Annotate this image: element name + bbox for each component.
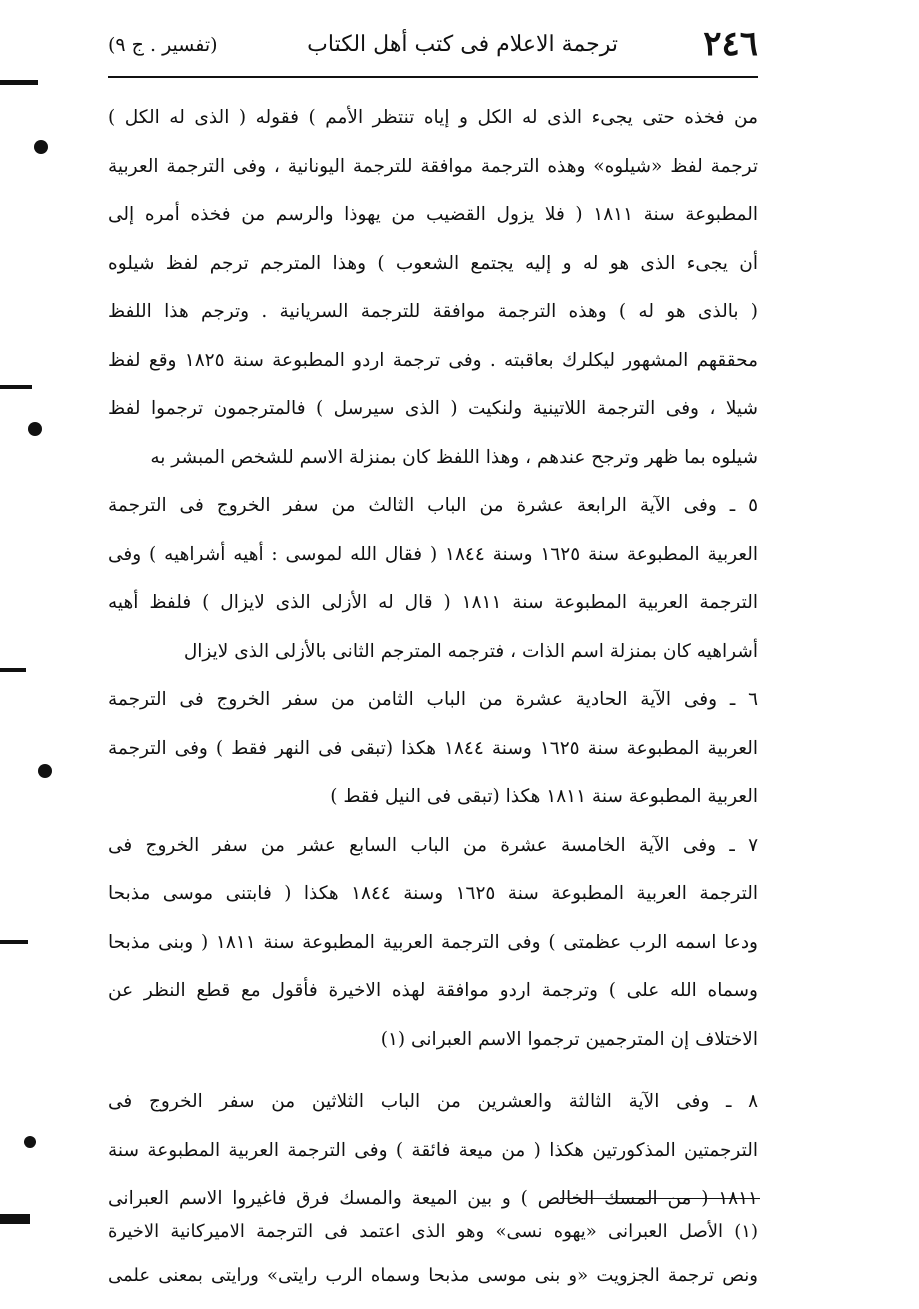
text-line: وسماه الله على ) وترجمة اردو موافقة لهذه الاخيرة فأقول مع قطع النظر عن: [108, 980, 758, 1001]
scan-mark: [0, 1214, 30, 1224]
running-title: ترجمة الاعلام فى كتب أهل الكتاب: [307, 32, 618, 57]
text-line: العربية المطبوعة سنة ١٨١١ هكذا (تبقى فى النيل فقط ): [330, 786, 758, 807]
scan-blot: [28, 422, 42, 436]
scan-mark: [0, 80, 38, 85]
text-line: العربية المطبوعة سنة ١٦٢٥ وسنة ١٨٤٤ ( فقال الله لموسى : أهيه أشراهيه ) وفى: [108, 543, 758, 565]
text-line: ٨ ـ وفى الآية الثالثة والعشرين من الباب الثلاثين من سفر الخروج فى: [108, 1091, 758, 1112]
scan-mark: [0, 668, 26, 672]
text-line: الترجمتين المذكورتين هكذا ( من ميعة فائقة ) وفى الترجمة العربية المطبوعة سنة: [108, 1139, 758, 1161]
footnote-rule: [560, 1198, 760, 1199]
text-line: العربية المطبوعة سنة ١٦٢٥ وسنة ١٨٤٤ هكذا (تبقى فى النهر فقط ) وفى الترجمة: [108, 737, 758, 759]
body-text: [108, 94, 758, 1224]
text-line: ترجمة لفظ «شيلوه» وهذه الترجمة موافقة للترجمة اليونانية ، وفى الترجمة العربية: [108, 155, 758, 177]
text-line: شيلوه بما ظهر وترجح عندهم ، وهذا اللفظ كان بمنزلة الاسم للشخص المبشر به: [150, 446, 758, 468]
text-line: من فخذه حتى يجىء الذى له الكل و إياه تنتظر الأمم ) فقوله ( الذى له الكل ): [108, 107, 758, 128]
text-line: الترجمة العربية المطبوعة سنة ١٦٢٥ وسنة ١٨٤٤ هكذا ( فابتنى موسى مذبحا: [108, 883, 758, 904]
scan-blot: [24, 1136, 36, 1148]
text-line: محققهم المشهور ليكلرك بعاقبته . وفى ترجمة اردو المطبوعة سنة ١٨٢٥ وقع لفظ: [108, 349, 758, 371]
text-line: ( بالذى هو له ) وهذه الترجمة موافقة للترجمة السريانية . وترجم هذا اللفظ: [108, 301, 758, 322]
section-label: (تفسير . ج ٩): [108, 34, 218, 56]
page-header: [108, 22, 758, 70]
text-line: ٧ ـ وفى الآية الخامسة عشرة من الباب السابع عشر من سفر الخروج فى: [108, 834, 758, 856]
header-rule: [108, 76, 758, 78]
scan-blot: [38, 764, 52, 778]
text-line: أشراهيه كان بمنزلة اسم الذات ، فترجمه المترجم الثانى بالأزلى الذى لايزال: [183, 640, 758, 662]
text-line: شيلا ، وفى الترجمة اللاتينية ولنكيت ( الذى سيرسل ) فالمترجمون ترجموا لفظ: [108, 398, 758, 419]
text-line: الاختلاف إن المترجمين ترجموا الاسم العبرانى (١): [380, 1028, 758, 1050]
text-line: ١٨١١ ( من المسك الخالص ) و بين الميعة والمسك فرق فاغيروا الاسم العبرانى: [108, 1188, 758, 1209]
text-line: ٦ ـ وفى الآية الحادية عشرة من الباب الثامن من سفر الخروج فى الترجمة: [108, 689, 758, 710]
page-number: ٢٤٦: [703, 24, 758, 64]
text-line: أن يجىء الذى هو له و إليه يجتمع الشعوب ) وهذا المترجم ترجم لفظ شيلوه: [108, 252, 758, 274]
footnote-line: ونص ترجمة الجزويت «و بنى موسى مذبحا وسماه الرب رايتى» ورايتى بمعنى علمى: [108, 1265, 758, 1286]
text-line: المطبوعة سنة ١٨١١ ( فلا يزول القضيب من يهوذا والرسم من فخذه أمره إلى: [108, 204, 758, 225]
scan-mark: [0, 385, 32, 389]
scan-mark: [0, 940, 28, 944]
text-line: ٥ ـ وفى الآية الرابعة عشرة من الباب الثالث من سفر الخروج فى الترجمة: [108, 495, 758, 516]
scan-blot: [34, 140, 48, 154]
footnote-line: (١) الأصل العبرانى «يهوه نسى» وهو الذى اعتمد فى الترجمة الاميركانية الاخيرة: [108, 1221, 758, 1242]
text-line: ودعا اسمه الرب عظمتى ) وفى الترجمة العربية المطبوعة سنة ١٨١١ ( وبنى مذبحا: [108, 931, 758, 953]
footnotes: [108, 1210, 758, 1298]
text-line: الترجمة العربية المطبوعة سنة ١٨١١ ( قال له الأزلى الذى لايزال ) فلفظ أهيه: [108, 592, 758, 613]
